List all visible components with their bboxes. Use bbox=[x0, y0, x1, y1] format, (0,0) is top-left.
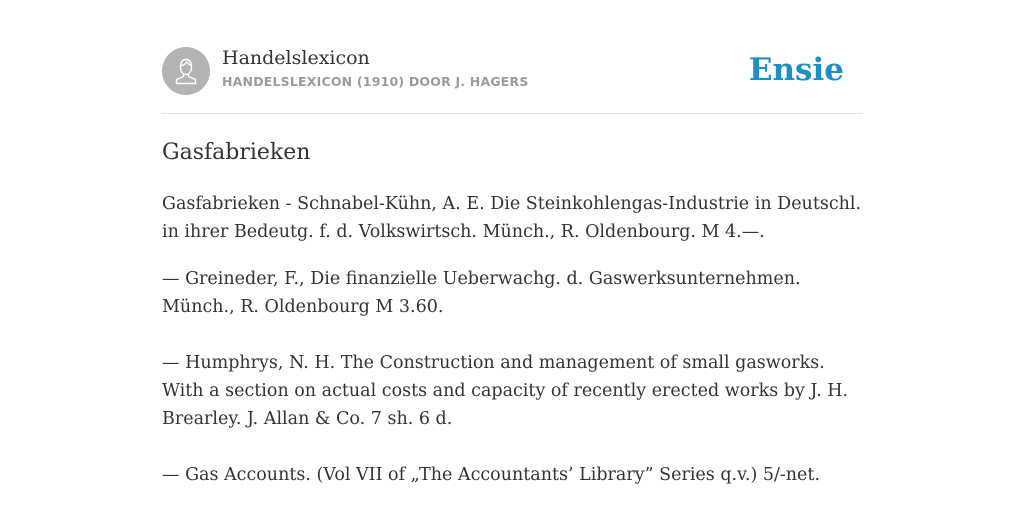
entry-body bbox=[162, 190, 862, 508]
entry-paragraph: — Greineder, F., Die finanzielle Ueberwachg. d. Gaswerksunternehmen. Münch., R. Oldenbourg M 3.60. bbox=[162, 269, 801, 317]
entry-header bbox=[162, 46, 862, 96]
entry-paragraph: — Gas Accounts. (Vol VII of „The Accountants’ Library” Series q.v.) 5/-net. bbox=[162, 465, 821, 485]
header-divider bbox=[162, 113, 862, 114]
entry-paragraph: Gasfabrieken - Schnabel-Kühn, A. E. Die Steinkohlengas-Industrie in Deutschl. in ihrer Bedeutg. f. d. Volkswirtsch. Münch., R. Oldenbourg. M 4.—. bbox=[162, 194, 862, 242]
author-avatar[interactable] bbox=[162, 47, 210, 95]
source-subtitle: HANDELSLEXICON (1910) DOOR J. HAGERS bbox=[222, 74, 529, 89]
author-name[interactable]: Handelslexicon bbox=[222, 47, 370, 69]
entry-title: Gasfabrieken bbox=[162, 140, 311, 165]
ensie-logo[interactable]: Ensie bbox=[748, 52, 844, 88]
user-silhouette-icon bbox=[162, 47, 210, 95]
entry-paragraph: — Humphrys, N. H. The Construction and management of small gasworks. With a section on actual costs and capacity of recently erected works by J. H. Brearley. J. Allan & Co. 7 sh. 6 d. bbox=[162, 353, 849, 429]
